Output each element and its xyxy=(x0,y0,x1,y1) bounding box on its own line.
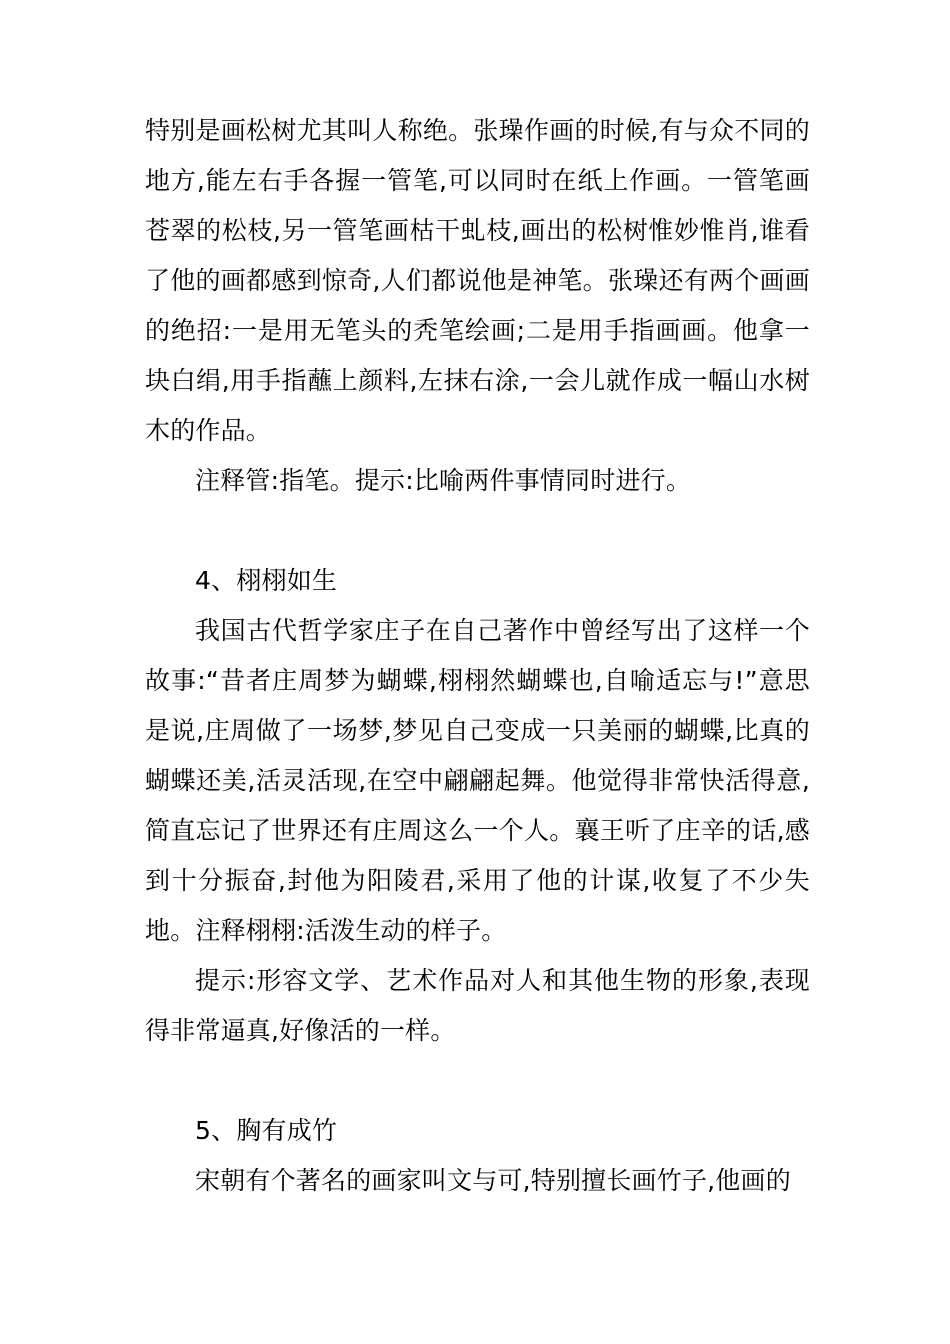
section-gap xyxy=(145,1056,810,1106)
section-heading-5: 5、胸有成竹 xyxy=(195,1116,338,1145)
paragraph-zhuangzi-story: 我国古代哲学家庄子在自己著作中曾经写出了这样一个故事:“昔者庄周梦为蝴蝶,栩栩然蝴蝶也,自喻适忘与!”意思是说,庄周做了一场梦,梦见自己变成一只美丽的蝴蝶,比真的蝴蝶还美,活灵活现,在空中翩翩起舞。他觉得非常快活得意,简直忘记了世界还有庄周这么一个人。襄王听了庄辛的话,感到十分振奋,封他为阳陵君,采用了他的计谋,收复了不少失地。注释栩栩:活泼生动的样子。 xyxy=(145,616,810,945)
paragraph-zhang-zao: 特别是画松树尤其叫人称绝。张璪作画的时候,有与众不同的地方,能左右手各握一管笔,可以同时在纸上作画。一管笔画苍翠的松枝,另一管笔画枯干虬枝,画出的松树惟妙惟肖,谁看了他的画都感到惊奇,人们都说他是神笔。张璪还有两个画画的绝招:一是用无笔头的秃笔绘画;二是用手指画画。他拿一块白绢,用手指蘸上颜料,左抹右涂,一会儿就作成一幅山水树木的作品。 xyxy=(145,116,810,445)
section-heading-4: 4、栩栩如生 xyxy=(195,566,338,595)
document-body xyxy=(145,106,810,1206)
section-gap xyxy=(145,506,810,556)
paragraph-hint-xuxu: 提示:形容文学、艺术作品对人和其他生物的形象,表现得非常逼真,好像活的一样。 xyxy=(145,966,810,1045)
paragraph-note-guan: 注释管:指笔。提示:比喻两件事情同时进行。 xyxy=(195,466,692,495)
paragraph-wen-yuke: 宋朝有个著名的画家叫文与可,特别擅长画竹子,他画的 xyxy=(195,1166,791,1195)
